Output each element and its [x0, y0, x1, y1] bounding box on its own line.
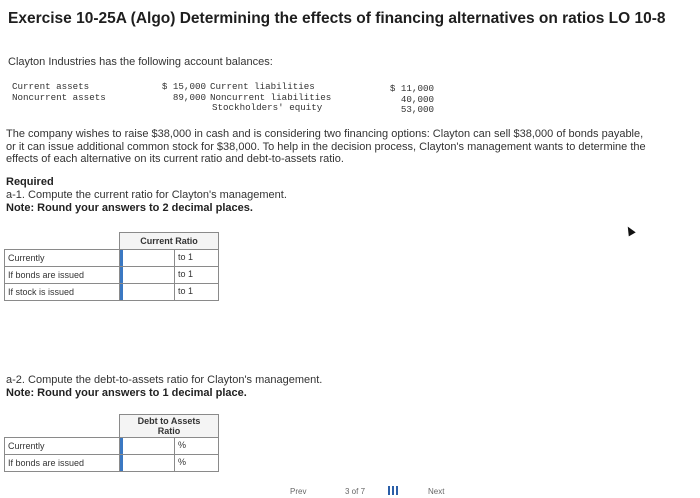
unit-label: to 1: [174, 250, 218, 266]
debt-ratio-header-line2: Ratio: [157, 426, 181, 436]
unit-label: to 1: [174, 284, 218, 300]
balance-label: Current assets: [12, 81, 90, 92]
row-label: If bonds are issued: [5, 267, 120, 284]
balance-right-values: [388, 84, 434, 116]
a1-question: a-1. Compute the current ratio for Clayton's management.: [6, 189, 287, 201]
current-ratio-stock-input[interactable]: [120, 284, 174, 300]
row-label: Currently: [5, 438, 120, 455]
a2-question: a-2. Compute the debt-to-assets ratio for Clayton's management.: [6, 374, 323, 386]
table-row: [5, 438, 219, 455]
unit-label: %: [174, 438, 218, 454]
debt-ratio-header: [120, 415, 219, 438]
balance-left-values: [160, 82, 206, 103]
balance-value: $ 15,000: [161, 81, 206, 92]
balance-label: Noncurrent assets: [12, 91, 106, 103]
grid-view-icon[interactable]: [388, 486, 400, 495]
intro-text: Clayton Industries has the following account balances:: [8, 56, 273, 68]
a1-instructions: [6, 189, 287, 214]
row-label: If stock is issued: [5, 284, 120, 301]
page-indicator: 3 of 7: [345, 487, 366, 496]
required-heading: Required: [6, 176, 54, 188]
balance-label: Stockholders' equity: [212, 102, 323, 113]
unit-label: to 1: [174, 267, 218, 283]
current-ratio-table: [4, 232, 219, 301]
a1-note: Note: Round your answers to 2 decimal places.: [6, 201, 253, 214]
mouse-cursor-icon: [624, 225, 635, 237]
debt-to-assets-table: [4, 414, 219, 472]
balance-value: 53,000: [400, 104, 434, 115]
next-button[interactable]: Next: [428, 487, 445, 496]
table-row: [5, 284, 219, 301]
a2-instructions: [6, 374, 322, 399]
table-row: [5, 250, 219, 267]
balance-value: 40,000: [400, 93, 434, 105]
table-row: [5, 455, 219, 472]
problem-paragraph: The company wishes to raise $38,000 in cash and is considering two financing options: Clayton can sell $38,000 of bonds payable, or it can issue additional common stock for $38,000. To help in the decision process, Clayton's management wants to determine the effects of each alternative on its current ratio and debt-to-assets ratio.: [6, 128, 646, 165]
balance-label: Noncurrent liabilities: [210, 91, 332, 103]
a2-note: Note: Round your answers to 1 decimal place.: [6, 386, 247, 399]
balance-right-labels: [210, 82, 331, 114]
row-label: Currently: [5, 250, 120, 267]
debt-ratio-header-line1: Debt to Assets: [137, 416, 201, 426]
balance-value: 89,000: [172, 91, 206, 103]
debt-ratio-bonds-input[interactable]: [120, 455, 174, 471]
balance-value: $ 11,000: [389, 83, 434, 94]
current-ratio-header: Current Ratio: [120, 233, 219, 250]
current-ratio-currently-input[interactable]: [120, 250, 174, 266]
balance-left-labels: [12, 82, 106, 103]
prev-button[interactable]: Prev: [290, 487, 307, 496]
table-row: [5, 267, 219, 284]
row-label: If bonds are issued: [5, 455, 120, 472]
current-ratio-bonds-input[interactable]: [120, 267, 174, 283]
debt-ratio-currently-input[interactable]: [120, 438, 174, 454]
unit-label: %: [174, 455, 218, 471]
balance-label: Current liabilities: [210, 81, 315, 92]
exercise-title: Exercise 10-25A (Algo) Determining the effects of financing alternatives on ratios LO 10-8: [8, 10, 666, 27]
